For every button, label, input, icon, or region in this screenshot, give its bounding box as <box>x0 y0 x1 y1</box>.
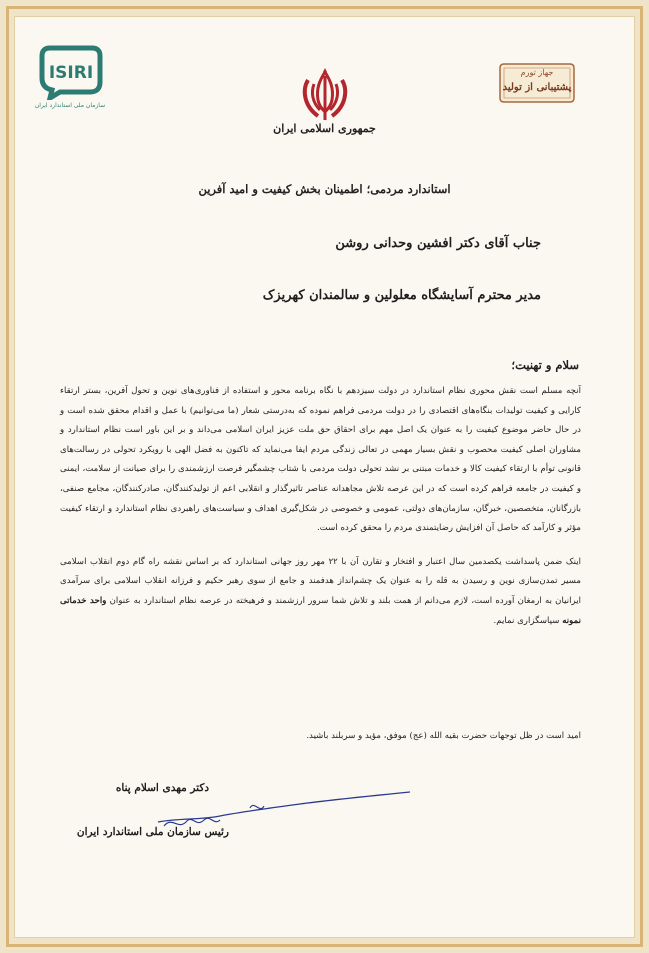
isiri-logo-text: ISIRI <box>48 63 94 83</box>
year-slogan-badge <box>498 60 576 106</box>
badge-line1: جهاز تورم <box>520 68 554 77</box>
republic-title: جمهوری اسلامی ایران <box>273 122 376 135</box>
signatory-name: دکتر مهدی اسلام پناه <box>115 782 209 794</box>
paragraph-1: آنچه مسلم است نقش محوری نظام استاندارد در دولت سیزدهم با نگاه برنامه محور و استفاده از فناوری‌های نوین و تحول آفرین، بستر ارتقاء کارایی و کیفیت تولیدات بنگاه‌های اقتصادی را در دولت مردمی فراهم نموده که به‌درستی شعار (ما می‌توانیم) با عمل و اقدام محقق شده است و در حال حاضر موضوع کیفیت را به عنوان یک اصل مهم برای احقاق حق ملت عزیز ایران اسلامی می‌داند و بر این باور است نظام استاندارد و مشاوران اصلی کیفیت محصوب و نقش بسیار مهمی در تعالی زندگی مردم ایفا می‌نماید که تاکنون به فضل الهی با رویکرد تحولی در رسالت‌های قانونی توأم با ارتقاء کیفیت کالا و خدمات مبتنی بر نشد تحولی دولت مردمی با شتاب چشمگیر فرصت ارزشمندی را برای صیانت از سلامت، ایمنی و کیفیت در جامعه فراهم کرده است که در این عرصه تلاش مجاهدانه عناصر تاثیرگذار و انقلابی اعم از تولیدکنندگان، صادرکنندگان، مجامع صنفی، بازرگانان، متخصصین، خبرگان، سازمان‌های دولتی، عمومی و خصوصی در شکل‌گیری اهداف و سیاست‌های راهبردی نظام استاندارد و ارتقاء کیفیت مؤثر و کارآمد که حاصل آن افزایش رضایتمندی مردم را محقق کرده است. <box>60 386 581 534</box>
signatory-title: رئیس سازمان ملی استاندارد ایران <box>76 826 229 838</box>
motto: استاندارد مردمی؛ اطمینان بخش کیفیت و امید آفرین <box>198 182 451 196</box>
paragraph-2 <box>60 553 581 631</box>
badge-line2: پشتیبانی از تولید <box>502 82 572 93</box>
closing-line: امید است در ظل توجهات حضرت بقیه الله (عج) موفق، مؤید و سربلند باشید. <box>306 731 581 741</box>
recipient-name: جناب آقای دکتر افشین وحدانی روشن <box>335 236 541 251</box>
isiri-logo-caption: سازمان ملی استاندارد ایران <box>34 102 106 109</box>
isiri-logo-icon <box>30 42 110 100</box>
paragraph-2-emphasis: واحد خدماتی نمونه <box>60 595 581 626</box>
letter-body <box>60 382 581 645</box>
greeting: سلام و تهنیت؛ <box>511 358 579 372</box>
paragraph-2-text: اینک ضمن پاسداشت یکصدمین سال اعتبار و افتخار و تقارن آن با ۲۲ مهر روز جهانی استاندارد که بر اساس نقشه راه گام دوم انقلاب اسلامی مسیر تمدن‌سازی نوین و رسیدن به قله را به عنوان یک چشم‌انداز هدفمند و جامع از سوی رهبر حکیم و فرزانه انقلاب اسلامی برای سرآمدی ایرانیان به ارمغان آورده است، لازم می‌دانم از همت بلند و تلاش شما سرور ارزشمند و فرهیخته در عرصه نظام استاندارد به عنوان <box>60 556 582 606</box>
iran-emblem-icon <box>296 66 354 124</box>
recipient-position: مدیر محترم آسایشگاه معلولین و سالمندان کهریزک <box>262 288 541 303</box>
isiri-logo <box>30 42 110 109</box>
paragraph-2-end: سپاسگزاری نمایم. <box>493 615 560 626</box>
